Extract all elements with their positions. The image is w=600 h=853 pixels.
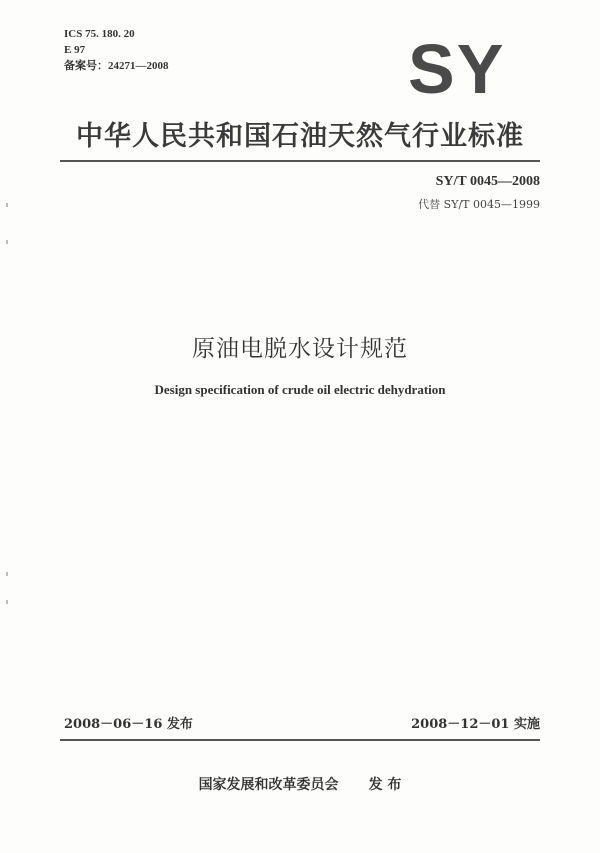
scan-edge-mark xyxy=(6,203,8,207)
record-number: 备案号：24271—2008 xyxy=(64,60,169,72)
issue-date: 2008－06－16 发布 xyxy=(64,717,193,732)
footer-divider xyxy=(60,739,540,741)
classification-block xyxy=(64,26,169,74)
standard-number: SY/T 0045—2008 xyxy=(435,174,540,189)
issuing-standard-category: 中华人民共和国石油天然气行业标准 xyxy=(76,121,524,152)
scan-edge-mark xyxy=(6,600,8,604)
scan-edge-mark xyxy=(6,572,8,576)
scan-edge-mark xyxy=(6,240,8,244)
issuer-name: 国家发展和改革委员会 xyxy=(198,777,339,793)
issuing-authority xyxy=(0,774,600,794)
ics-code: ICS 75. 180. 20 xyxy=(64,28,135,40)
issuer-action: 发 布 xyxy=(368,777,402,793)
effective-date: 2008－12－01 实施 xyxy=(411,717,540,732)
document-title-english: Design specification of crude oil electric dehydration xyxy=(154,382,446,397)
sy-logo: SY xyxy=(408,30,506,108)
document-title-chinese: 原油电脱水设计规范 xyxy=(192,336,408,362)
ccs-code: E 97 xyxy=(64,44,86,56)
replaces-standard: 代替 SY/T 0045—1999 xyxy=(418,198,540,211)
header-divider xyxy=(60,160,540,162)
